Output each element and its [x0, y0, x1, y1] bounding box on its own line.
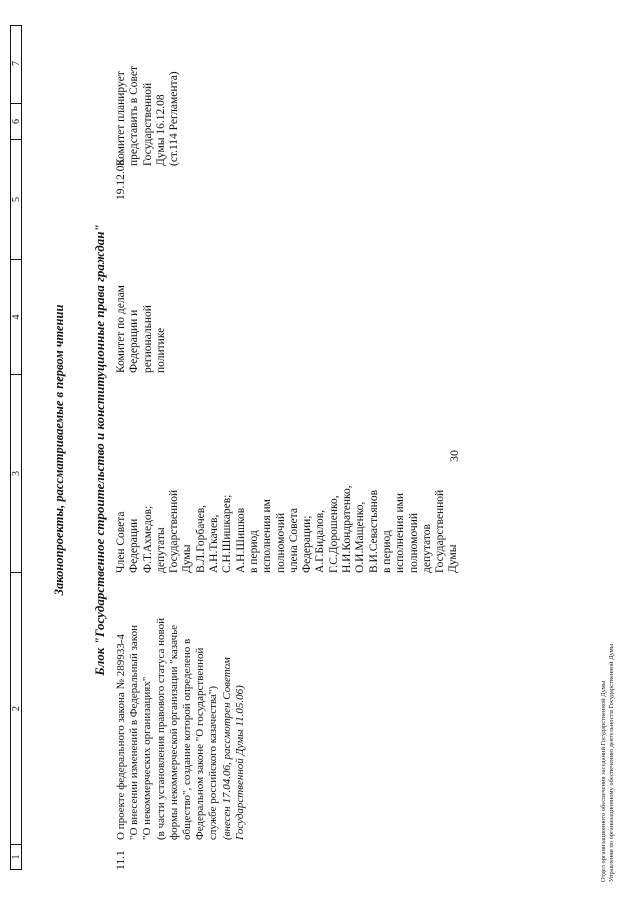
author-line: В.Л.Горбачев,: [194, 504, 207, 573]
bill-line: "О внесении изменений в Федеральный закон: [128, 625, 141, 840]
note-line: представить в Совет: [128, 65, 141, 166]
footer-line: Отдел организационного обеспечения заседаний Государственной Думы: [600, 680, 607, 882]
column-header-5: 5: [11, 139, 21, 259]
bill-status-line: (внесен 17.04.06, рассмотрен Советом: [220, 657, 233, 840]
author-line: А.Н.Ткачев,: [208, 514, 221, 573]
bill-line: (в части установления правового статуса новой: [154, 617, 167, 840]
bill-line: службе российского казачества"): [207, 685, 220, 840]
author-line: Член Совета: [115, 511, 127, 573]
author-line: С.Н.Шишкарев;: [221, 494, 234, 573]
committee-line: Федерации и: [128, 309, 141, 373]
author-line: исполнения ими: [394, 492, 407, 573]
row-number: 11.1: [115, 850, 127, 870]
column-header-7: 7: [11, 61, 22, 66]
responsible-committee: [115, 273, 168, 373]
column-header-6: 6: [11, 103, 21, 139]
author-line: Думы: [447, 544, 460, 573]
bill-line: Федеральном законе "О государственной: [194, 647, 207, 840]
column-header-4: 4: [11, 259, 21, 374]
author-line: О.И.Мащенко,: [354, 501, 367, 573]
block-title: Блок "Государственное строительство и конституционные права граждан": [92, 224, 107, 676]
committee-line: политике: [154, 327, 167, 373]
author-line: Федерации;: [301, 515, 314, 573]
author-line: А.Г.Бидалов,: [314, 509, 327, 573]
footer: [600, 644, 616, 882]
column-header-1: 1: [11, 844, 21, 869]
bill-authors: [115, 423, 461, 573]
author-line: полномочий: [407, 513, 420, 573]
author-line: в период: [247, 530, 260, 573]
committee-line: Комитет по делам: [115, 285, 127, 373]
author-line: Н.И.Кондратенко,: [341, 485, 354, 573]
note-line: Думы 16.12.08: [154, 94, 167, 166]
author-line: депутатов: [420, 524, 433, 573]
note-cell: [115, 26, 181, 166]
author-line: А.Н.Шишков: [234, 507, 247, 573]
author-line: Думы: [181, 544, 194, 573]
author-line: Государственной: [168, 489, 181, 573]
bill-line: формы некоммерческой организации "казачье: [167, 624, 180, 840]
author-line: В.И.Севастьянов: [367, 489, 380, 573]
author-line: Федерации: [128, 518, 141, 573]
bill-line: "О некоммерческих организациях": [141, 676, 154, 840]
footer-line: Управления по организационному обеспечению деятельности Государственной Думы: [608, 643, 615, 882]
note-line: (ст.114 Регламента): [168, 71, 181, 166]
column-header-2: 2: [11, 572, 21, 844]
bill-line: О проекте федерального закона № 289933-4: [115, 634, 127, 840]
column-header-3: 3: [11, 374, 21, 572]
bill-description: [115, 550, 247, 840]
bill-line: общество", создание которой определено в: [181, 638, 194, 840]
author-line: в период: [380, 530, 393, 573]
author-line: Ф.Т.Ахмедов;: [141, 505, 154, 573]
column-header-row: [10, 25, 22, 870]
note-line: Комитет планирует: [115, 71, 127, 166]
author-line: Г.С.Дорошенко,: [327, 495, 340, 573]
bill-status-line: Государственной Думы 11.05.06): [233, 685, 246, 840]
author-line: члена Совета: [287, 508, 300, 573]
date-cell: 19.12.08: [115, 159, 127, 200]
committee-line: региональной: [141, 305, 154, 373]
author-line: полномочий: [274, 513, 287, 573]
note-line: Государственной: [141, 82, 154, 166]
section-title: Законопроекты, рассматриваемые в первом чтении: [52, 304, 66, 596]
author-line: Государственной: [434, 489, 447, 573]
page-number: 30: [447, 450, 461, 462]
author-line: депутаты: [154, 527, 167, 573]
author-line: исполнения им: [261, 499, 274, 573]
